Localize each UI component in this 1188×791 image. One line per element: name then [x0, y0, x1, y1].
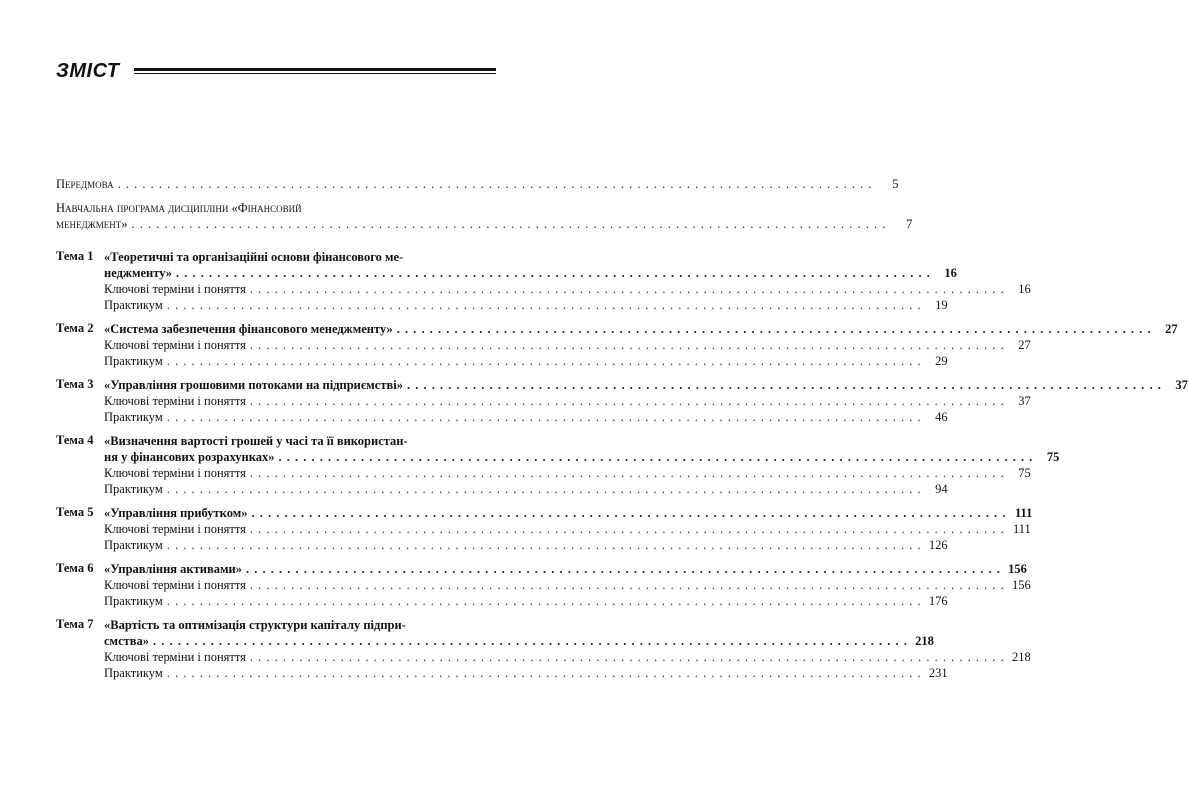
- topic-number: Тема 6: [56, 561, 94, 575]
- toc-subentry[interactable]: [104, 393, 1031, 409]
- topic-title: «Управління грошовими потоками на підприємстві»: [104, 378, 403, 392]
- subentry-label: Практикум: [104, 482, 163, 496]
- toc-page-number: 156: [1012, 578, 1031, 592]
- toc-page-number: 37: [1018, 394, 1031, 408]
- topic-title-cont: неджменту»: [104, 266, 173, 280]
- toc-subentry[interactable]: [104, 337, 1031, 353]
- dot-leader: [167, 537, 922, 553]
- toc-topic-4[interactable]: [56, 433, 1060, 465]
- header-rule-thick: [134, 68, 496, 71]
- dot-leader: [118, 176, 873, 192]
- topic-title: «Система забезпечення фінансового менеджменту»: [104, 322, 393, 336]
- toc-page-number: 176: [928, 594, 948, 608]
- toc-page-number: 19: [935, 298, 948, 312]
- toc-subentry[interactable]: [104, 577, 1031, 593]
- subentry-label: Ключові терміни і поняття: [104, 578, 246, 592]
- toc-entry-program[interactable]: [56, 200, 913, 232]
- dot-leader: [250, 393, 1005, 409]
- dot-leader: [252, 505, 1007, 521]
- toc-subentry[interactable]: [104, 297, 948, 313]
- toc-subentry[interactable]: [104, 481, 948, 497]
- toc-page-number: 5: [892, 177, 899, 191]
- toc-entry-label: Передмова: [56, 177, 114, 191]
- subentry-label: Ключові терміни і поняття: [104, 282, 246, 296]
- toc-page-number: 27: [1018, 338, 1031, 352]
- page-header: [56, 60, 496, 92]
- toc-topic-5[interactable]: [56, 505, 1033, 521]
- topic-title: «Теоретичні та організаційні основи фінансового ме-: [104, 250, 404, 264]
- subentry-label: Ключові терміни і поняття: [104, 338, 246, 352]
- dot-leader: [250, 521, 1005, 537]
- dot-leader: [167, 593, 922, 609]
- toc-topic-7[interactable]: [56, 617, 934, 649]
- header-rule-thin: [134, 73, 496, 74]
- toc-topic-6[interactable]: [56, 561, 1027, 577]
- topic-7-items: [56, 649, 1031, 681]
- topic-number: Тема 1: [56, 249, 94, 263]
- subentry-label: Практикум: [104, 298, 163, 312]
- topic-title: «Визначення вартості грошей у часі та її використан-: [104, 434, 408, 448]
- toc-subentry[interactable]: [104, 409, 948, 425]
- subentry-label: Практикум: [104, 410, 163, 424]
- topic-number: Тема 3: [56, 377, 94, 391]
- topic-number: Тема 4: [56, 433, 94, 447]
- toc-subentry[interactable]: [104, 521, 1031, 537]
- topic-1-items: [56, 281, 1031, 313]
- dot-leader: [407, 377, 1162, 393]
- topic-number: Тема 2: [56, 321, 94, 335]
- toc-page-number: 111: [1012, 522, 1031, 536]
- toc-subentry[interactable]: [104, 665, 948, 681]
- toc-page-number: 156: [1008, 562, 1027, 576]
- toc-entry-preface[interactable]: [56, 176, 899, 192]
- dot-leader: [250, 337, 1005, 353]
- subentry-label: Ключові терміни і поняття: [104, 394, 246, 408]
- dot-leader: [167, 665, 922, 681]
- toc-page-number: 75: [1046, 450, 1060, 464]
- table-of-contents: [56, 176, 1188, 681]
- toc-subentry[interactable]: [104, 353, 948, 369]
- dot-leader: [153, 633, 908, 649]
- topic-6-items: [56, 577, 1031, 609]
- toc-page-number: 27: [1165, 322, 1178, 336]
- subentry-label: Ключові терміни і поняття: [104, 650, 246, 664]
- dot-leader: [167, 353, 922, 369]
- dot-leader: [250, 281, 1005, 297]
- toc-topic-2[interactable]: [56, 321, 1178, 337]
- topic-5-items: [56, 521, 1031, 553]
- dot-leader: [131, 216, 886, 232]
- subentry-label: Практикум: [104, 354, 163, 368]
- page-title: ЗМІСТ: [56, 60, 120, 82]
- topic-3-items: [56, 393, 1031, 425]
- topic-number: Тема 5: [56, 505, 94, 519]
- toc-page-number: 94: [935, 482, 948, 496]
- toc-page-number: 16: [1018, 282, 1031, 296]
- dot-leader: [246, 561, 1001, 577]
- topic-title: «Вартість та оптимізація структури капіталу підпри-: [104, 618, 406, 632]
- subentry-label: Практикум: [104, 538, 163, 552]
- dot-leader: [250, 465, 1005, 481]
- dot-leader: [167, 297, 922, 313]
- toc-entry-label: Навчальна програма дисципліни «Фінансовий: [56, 201, 302, 215]
- dot-leader: [250, 577, 1005, 593]
- toc-subentry[interactable]: [104, 537, 948, 553]
- toc-subentry[interactable]: [104, 649, 1031, 665]
- dot-leader: [397, 321, 1152, 337]
- toc-page-number: 231: [928, 666, 948, 680]
- toc-topic-1[interactable]: [56, 249, 957, 281]
- dot-leader: [278, 449, 1033, 465]
- subentry-label: Практикум: [104, 666, 163, 680]
- dot-leader: [250, 649, 1005, 665]
- toc-page-number: 7: [906, 217, 913, 231]
- toc-page-number: 16: [944, 266, 957, 280]
- toc-page-number: 75: [1018, 466, 1031, 480]
- topic-2-items: [56, 337, 1031, 369]
- toc-page-number: 29: [935, 354, 948, 368]
- toc-page-number: 126: [928, 538, 948, 552]
- topic-title-cont: ня у фінансових розрахунках»: [104, 450, 275, 464]
- toc-page-number: 37: [1175, 378, 1188, 392]
- toc-entry-label-cont: менеджмент»: [56, 217, 128, 231]
- toc-page-number: 46: [935, 410, 948, 424]
- topic-title: «Управління прибутком»: [104, 506, 248, 520]
- toc-subentry[interactable]: [104, 593, 948, 609]
- toc-page-number: 218: [1012, 650, 1031, 664]
- toc-topic-3[interactable]: [56, 377, 1188, 393]
- topic-number: Тема 7: [56, 617, 94, 631]
- dot-leader: [176, 265, 931, 281]
- toc-page-number: 218: [915, 634, 934, 648]
- subentry-label: Практикум: [104, 594, 163, 608]
- topic-title: «Управління активами»: [104, 562, 242, 576]
- toc-subentry[interactable]: [104, 465, 1031, 481]
- toc-page-number: 111: [1015, 506, 1033, 520]
- dot-leader: [167, 481, 922, 497]
- topic-4-items: [56, 465, 1031, 497]
- subentry-label: Ключові терміни і поняття: [104, 522, 246, 536]
- toc-subentry[interactable]: [104, 281, 1031, 297]
- dot-leader: [167, 409, 922, 425]
- topic-title-cont: смства»: [104, 634, 150, 648]
- subentry-label: Ключові терміни і поняття: [104, 466, 246, 480]
